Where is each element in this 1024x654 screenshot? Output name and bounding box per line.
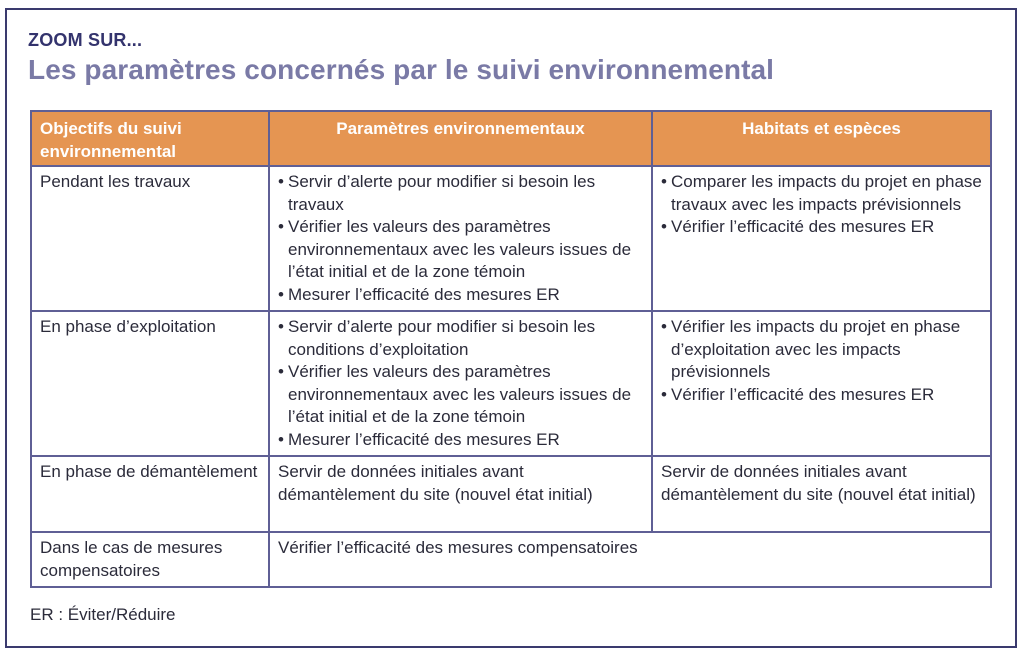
table-row-compensatory bbox=[31, 532, 991, 587]
list-item: • Vérifier les valeurs des paramètres environnementaux avec les valeurs issues de l’état initial et de la zone témoin bbox=[278, 216, 643, 284]
table-row-construction bbox=[31, 166, 991, 311]
list-item: • Comparer les impacts du projet en phase travaux avec les impacts prévisionnels bbox=[661, 171, 982, 216]
table-header-row bbox=[31, 111, 991, 166]
merged-cell: Vérifier l’efficacité des mesures compensatoires bbox=[269, 532, 991, 587]
list-item: • Vérifier l’efficacité des mesures ER bbox=[661, 384, 982, 407]
column-header-objectives: Objectifs du suivi environnemental bbox=[31, 111, 269, 166]
parameters-cell bbox=[269, 166, 652, 311]
row-label: En phase d’exploitation bbox=[31, 311, 269, 456]
table-row-dismantling bbox=[31, 456, 991, 532]
habitats-cell bbox=[652, 311, 991, 456]
parameters-cell: Servir de données initiales avant démantèlement du site (nouvel état initial) bbox=[269, 456, 652, 532]
kicker-label: ZOOM SUR... bbox=[28, 30, 143, 50]
habitats-cell bbox=[652, 166, 991, 311]
footnote: ER : Éviter/Réduire bbox=[30, 605, 176, 624]
list-item: • Vérifier les valeurs des paramètres environnementaux avec les valeurs issues de l’état initial et de la zone témoin bbox=[278, 361, 643, 429]
list-item: • Mesurer l’efficacité des mesures ER bbox=[278, 429, 643, 452]
row-label: Dans le cas de mesures compensatoires bbox=[31, 532, 269, 587]
list-item: • Mesurer l’efficacité des mesures ER bbox=[278, 284, 643, 307]
row-label: En phase de démantèlement bbox=[31, 456, 269, 532]
column-header-habitats: Habitats et espèces bbox=[652, 111, 991, 166]
page-title: Les paramètres concernés par le suivi environnemental bbox=[28, 54, 775, 85]
habitats-cell: Servir de données initiales avant démantèlement du site (nouvel état initial) bbox=[652, 456, 991, 532]
column-header-parameters: Paramètres environnementaux bbox=[269, 111, 652, 166]
list-item: • Vérifier les impacts du projet en phase d’exploitation avec les impacts prévisionnels bbox=[661, 316, 982, 384]
list-item: • Vérifier l’efficacité des mesures ER bbox=[661, 216, 982, 239]
list-item: • Servir d’alerte pour modifier si besoin les conditions d’exploitation bbox=[278, 316, 643, 361]
parameters-cell bbox=[269, 311, 652, 456]
monitoring-table bbox=[30, 110, 992, 588]
row-label: Pendant les travaux bbox=[31, 166, 269, 311]
table-row-operation bbox=[31, 311, 991, 456]
list-item: • Servir d’alerte pour modifier si besoin les travaux bbox=[278, 171, 643, 216]
